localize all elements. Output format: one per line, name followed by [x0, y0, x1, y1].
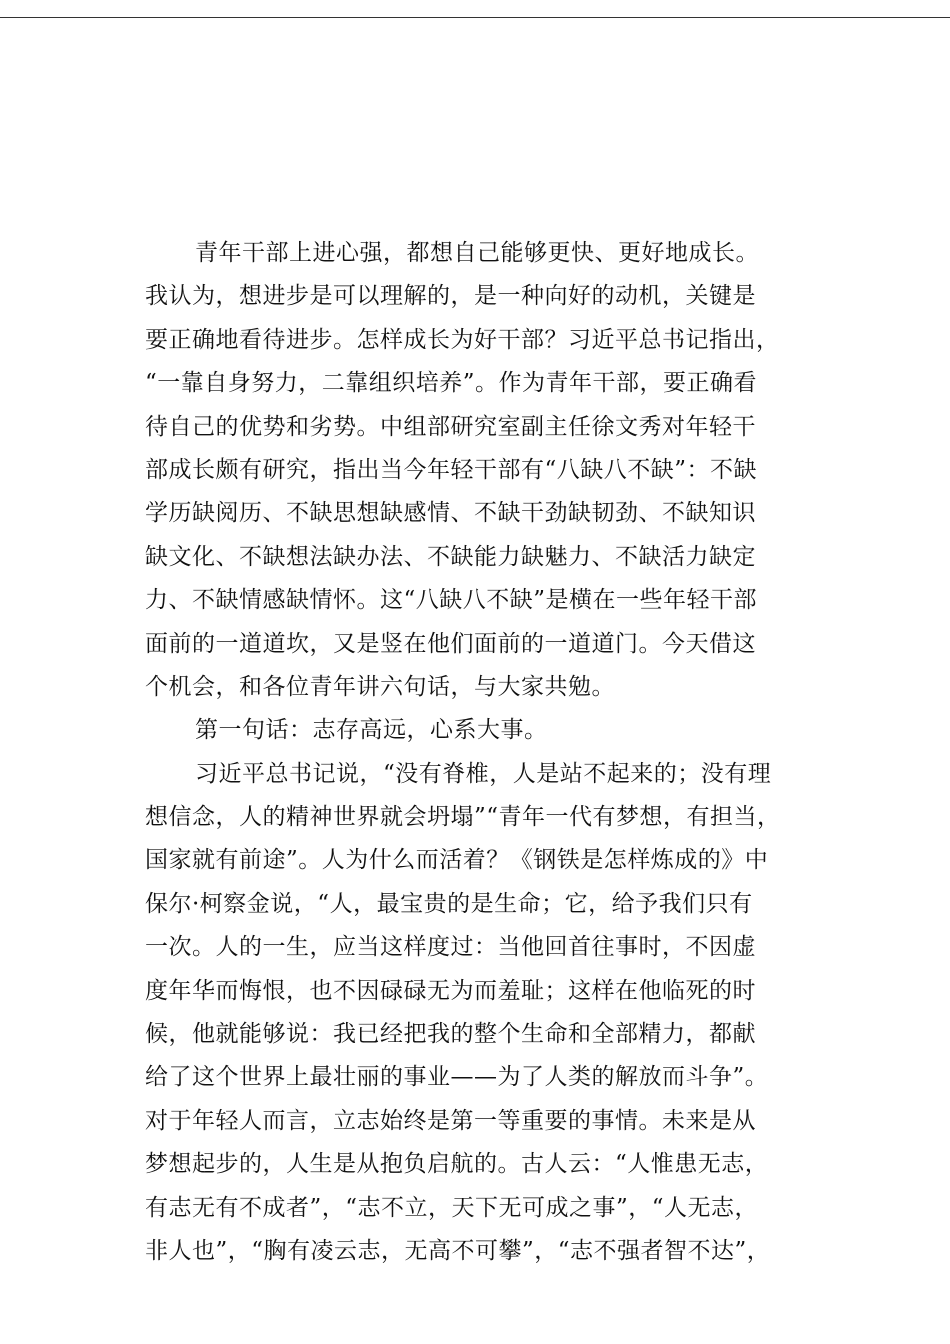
paragraph-1-line-9: 力、不缺情感缺情怀。这“八缺八不缺”是横在一些年轻干部: [145, 587, 758, 614]
paragraph-1-line-7: 学历缺阅历、不缺思想缺感情、不缺干劲缺韧劲、不缺知识: [145, 500, 756, 527]
paragraph-1-line-11: 个机会，和各位青年讲六句话，与大家共勉。: [145, 673, 615, 700]
paragraph-2-line-4: 保尔·柯察金说，“人，最宝贵的是生命；它，给予我们只有: [145, 890, 753, 917]
paragraph-1-line-8: 缺文化、不缺想法缺办法、不缺能力缺魅力、不缺活力缺定: [145, 543, 756, 570]
paragraph-2-line-7: 候，他就能够说：我已经把我的整个生命和全部精力，都献: [145, 1021, 756, 1048]
paragraph-2-line-2: 想信念，人的精神世界就会坍塌”“青年一代有梦想，有担当，: [145, 804, 781, 831]
paragraph-2-line-9: 对于年轻人而言，立志始终是第一等重要的事情。未来是从: [145, 1107, 756, 1134]
paragraph-2-line-1: 习近平总书记说，“没有脊椎，人是站不起来的；没有理: [195, 760, 772, 787]
paragraph-1-line-4: “一靠自身努力，二靠组织培养”。作为青年干部，要正确看: [145, 370, 758, 397]
paragraph-2-line-5: 一次。人的一生，应当这样度过：当他回首往事时，不因虚: [145, 934, 756, 961]
paragraph-2-line-11: 有志无有不成者”，“志不立，天下无可成之事”，“人无志，: [145, 1194, 759, 1221]
paragraph-2-line-12: 非人也”，“胸有凌云志，无高不可攀”，“志不强者智不达”，: [145, 1237, 771, 1264]
paragraph-2-line-10: 梦想起步的，人生是从抱负启航的。古人云：“人惟患无志，: [145, 1151, 769, 1178]
paragraph-1-line-10: 面前的一道道坎，又是竖在他们面前的一道道门。今天借这: [145, 630, 756, 657]
paragraph-2-line-8: 给了这个世界上最壮丽的事业——为了人类的解放而斗争”。: [145, 1064, 769, 1091]
paragraph-2-line-6: 度年华而悔恨，也不因碌碌无为而羞耻；这样在他临死的时: [145, 977, 756, 1004]
paragraph-1-line-5: 待自己的优势和劣势。中组部研究室副主任徐文秀对年轻干: [145, 413, 756, 440]
paragraph-2-line-3: 国家就有前途”。人为什么而活着？《钢铁是怎样炼成的》中: [145, 847, 769, 874]
section-heading-1: 第一句话：志存高远，心系大事。: [195, 717, 548, 744]
document-body: [145, 232, 865, 1273]
paragraph-1-line-3: 要正确地看待进步。怎样成长为好干部？习近平总书记指出，: [145, 326, 780, 353]
paragraph-1-line-2: 我认为，想进步是可以理解的，是一种向好的动机，关键是: [145, 283, 756, 310]
paragraph-1-line-1: 青年干部上进心强，都想自己能够更快、更好地成长。: [195, 240, 759, 266]
paragraph-1-line-6: 部成长颇有研究，指出当今年轻干部有“八缺八不缺”：不缺: [145, 456, 758, 483]
header-rule: [0, 17, 950, 18]
